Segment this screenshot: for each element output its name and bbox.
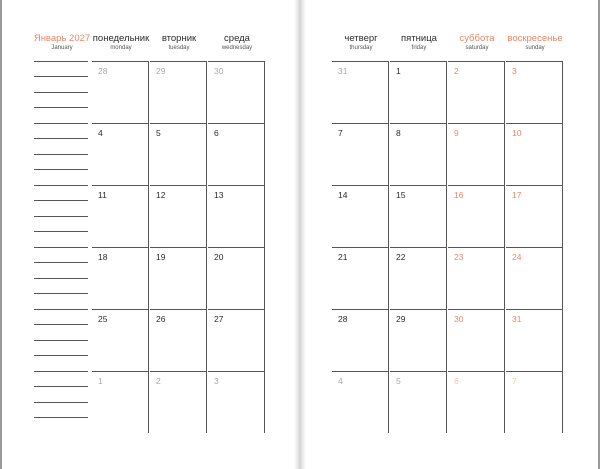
notes-line [34,293,88,294]
day-number: 7 [512,376,517,386]
day-number: 3 [214,376,219,386]
day-header-tuesday [150,34,208,51]
day-header-ru: воскресенье [507,33,563,44]
day-cell-saturday[interactable] [448,123,505,185]
notes-line [34,371,88,372]
day-cell-saturday[interactable] [448,61,505,123]
day-cell-thursday[interactable] [332,371,389,433]
day-cell-thursday[interactable] [332,247,389,309]
day-cell-tuesday[interactable] [150,123,207,185]
day-cell-saturday[interactable] [448,309,505,371]
day-cell-monday[interactable] [92,247,149,309]
day-number: 14 [338,190,348,200]
day-number: 2 [156,376,161,386]
day-number: 8 [396,128,401,138]
day-number: 17 [512,190,522,200]
day-number: 15 [396,190,406,200]
day-header-en: saturday [465,44,489,51]
day-header-en: thursday [349,44,373,51]
notes-line [34,185,88,186]
day-number: 12 [156,190,166,200]
day-number: 6 [454,376,459,386]
day-header-en: tuesday [168,44,190,51]
day-cell-monday[interactable] [92,371,149,433]
day-cell-saturday[interactable] [448,371,505,433]
day-number: 30 [454,314,464,324]
month-title-en: January [51,44,73,51]
notes-line [34,231,88,232]
day-number: 21 [338,252,348,262]
notes-line [34,340,88,341]
day-number: 27 [214,314,224,324]
notes-line [34,417,88,418]
day-cell-friday[interactable] [390,185,447,247]
day-cell-wednesday[interactable] [208,61,265,123]
notes-line [34,138,88,139]
notes-line [34,92,88,93]
notes-line [34,355,88,356]
day-number: 6 [214,128,219,138]
notes-line [34,278,88,279]
day-cell-monday[interactable] [92,309,149,371]
day-cell-saturday[interactable] [448,185,505,247]
month-title-ru: Январь 2027 [33,33,91,44]
day-number: 11 [98,190,107,200]
notes-line [34,107,88,108]
day-number: 10 [512,128,522,138]
day-number: 19 [156,252,166,262]
month-title [33,34,91,51]
day-number: 24 [512,252,522,262]
day-number: 4 [98,128,103,138]
day-header-en: sunday [525,44,545,51]
week-row [0,247,600,309]
day-cell-thursday[interactable] [332,123,389,185]
day-header-ru: вторник [161,33,197,44]
day-number: 4 [338,376,343,386]
day-number: 18 [98,252,108,262]
day-number: 16 [454,190,464,200]
day-number: 22 [396,252,406,262]
day-header-ru: понедельник [92,33,150,44]
notes-line [34,262,88,263]
day-cell-friday[interactable] [390,61,447,123]
notes-line [34,154,88,155]
week-row [0,309,600,371]
day-number: 31 [338,66,348,76]
day-number: 31 [512,314,522,324]
day-number: 5 [156,128,161,138]
day-cell-wednesday[interactable] [208,123,265,185]
day-cell-monday[interactable] [92,123,149,185]
day-number: 9 [454,128,459,138]
day-cell-thursday[interactable] [332,61,389,123]
day-number: 29 [156,66,166,76]
day-header-sunday [506,34,564,51]
day-cell-tuesday[interactable] [150,309,207,371]
day-number: 7 [338,128,343,138]
day-header-saturday [448,34,506,51]
day-cell-tuesday[interactable] [150,61,207,123]
day-cell-friday[interactable] [390,371,447,433]
day-cell-sunday[interactable] [506,247,563,309]
day-number: 30 [214,66,224,76]
day-cell-thursday[interactable] [332,309,389,371]
day-number: 2 [454,66,459,76]
day-number: 3 [512,66,517,76]
day-cell-wednesday[interactable] [208,185,265,247]
day-cell-tuesday[interactable] [150,247,207,309]
day-cell-wednesday[interactable] [208,309,265,371]
notes-line [34,386,88,387]
day-number: 5 [396,376,401,386]
day-header-friday [390,34,448,51]
notes-line [34,309,88,310]
notes-line [34,324,88,325]
week-row [0,371,600,433]
day-cell-tuesday[interactable] [150,185,207,247]
day-cell-friday[interactable] [390,309,447,371]
day-header-en: friday [411,44,427,51]
day-header-monday [92,34,150,51]
day-header-ru: среда [224,33,250,44]
day-number: 28 [338,314,348,324]
week-row [0,123,600,185]
day-number: 25 [98,314,108,324]
week-row [0,61,600,123]
day-cell-friday[interactable] [390,123,447,185]
day-cell-sunday[interactable] [506,371,563,433]
day-cell-sunday[interactable] [506,185,563,247]
day-number: 1 [98,376,103,386]
day-cell-wednesday[interactable] [208,371,265,433]
day-cell-friday[interactable] [390,247,447,309]
notes-line [34,216,88,217]
notes-line [34,169,88,170]
notes-line [34,247,88,248]
day-cell-thursday[interactable] [332,185,389,247]
day-number: 28 [98,66,108,76]
day-cell-monday[interactable] [92,61,149,123]
day-number: 1 [396,66,401,76]
notes-line [34,200,88,201]
day-cell-sunday[interactable] [506,61,563,123]
day-number: 23 [454,252,464,262]
day-number: 29 [396,314,406,324]
day-header-ru: суббота [459,33,495,44]
day-header-thursday [332,34,390,51]
day-header-ru: пятница [401,33,437,44]
notes-line [34,402,88,403]
day-cell-tuesday[interactable] [150,371,207,433]
day-header-wednesday [208,34,266,51]
day-header-en: monday [110,44,132,51]
week-row [0,185,600,247]
notes-line [34,76,88,77]
day-header-ru: четверг [344,33,378,44]
notes-line [34,123,88,124]
day-cell-sunday[interactable] [506,309,563,371]
day-number: 13 [214,190,224,200]
day-cell-saturday[interactable] [448,247,505,309]
day-header-en: wednesday [221,44,253,51]
day-number: 26 [156,314,166,324]
day-cell-sunday[interactable] [506,123,563,185]
day-number: 20 [214,252,224,262]
day-cell-wednesday[interactable] [208,247,265,309]
day-cell-monday[interactable] [92,185,149,247]
notes-line [34,61,88,62]
